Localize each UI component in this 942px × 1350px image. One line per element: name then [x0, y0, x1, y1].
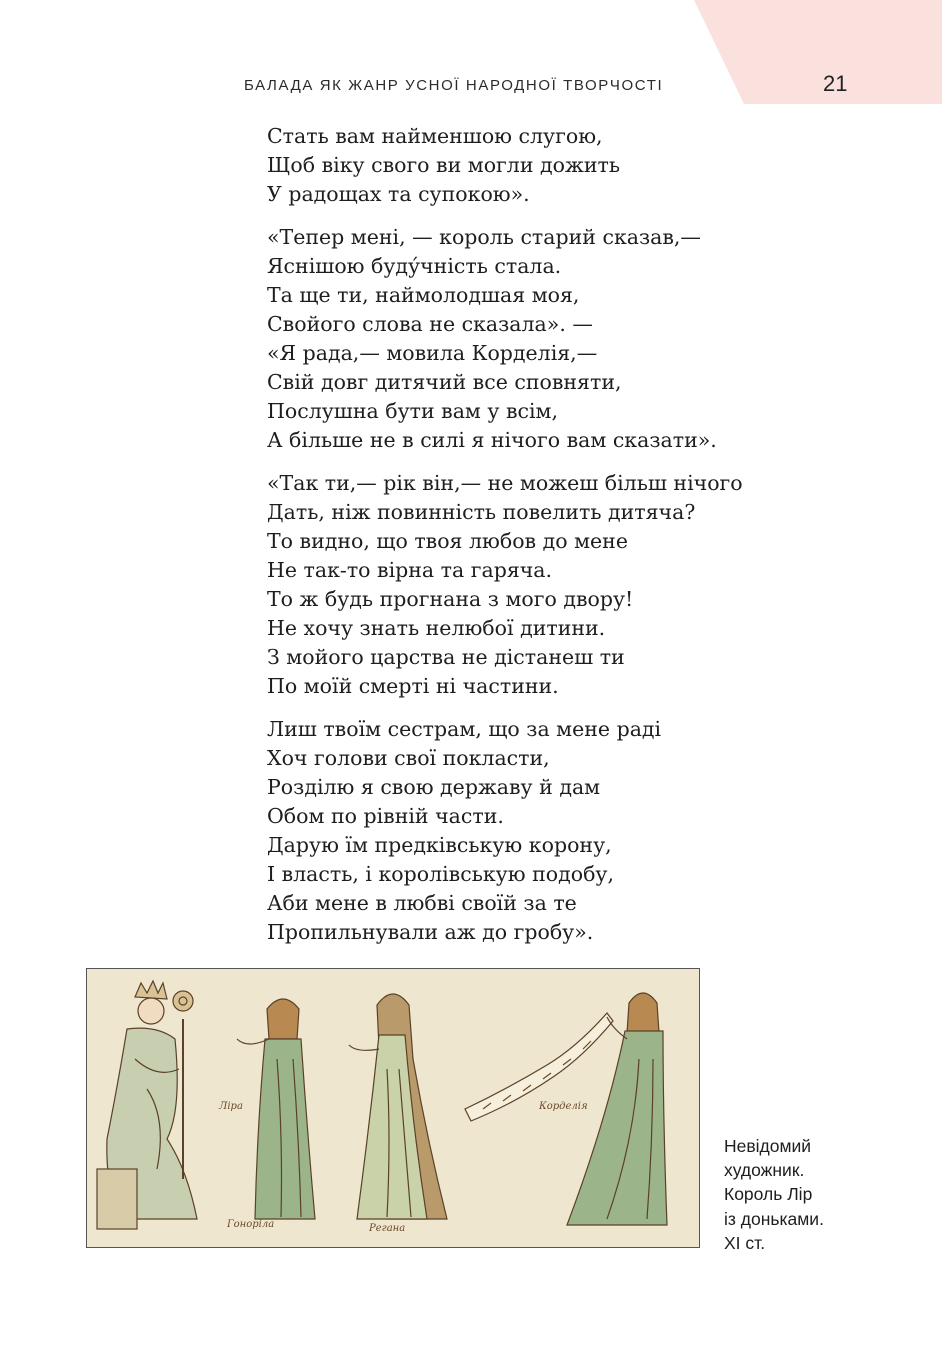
poem: [267, 122, 907, 961]
poem-line: Хоч голови свої покласти,: [267, 746, 550, 770]
label-regan: Регана: [369, 1223, 406, 1234]
poem-line: «Я рада,— мовила Корделія,—: [267, 341, 598, 365]
poem-line: Лиш твоїм сестрам, що за мене раді: [267, 717, 662, 741]
caption-line: художник.: [724, 1160, 805, 1181]
poem-line: З мойого царства не дістанеш ти: [267, 645, 625, 669]
poem-line: То видно, що твоя любов до мене: [267, 529, 628, 553]
illustration-caption: [724, 1134, 934, 1255]
poem-line: Послушна бути вам у всім,: [267, 399, 559, 423]
poem-line: «Так ти,— рік він,— не можеш більш нічого: [267, 471, 743, 495]
caption-line: Невідомий: [724, 1136, 812, 1156]
poem-line: Яснішою буду́чність стала.: [267, 254, 562, 278]
poem-line: Та ще ти, наймолодшая моя,: [267, 283, 580, 307]
poem-line: Аби мене в любві своїй за те: [267, 891, 577, 915]
poem-line: Не хочу знать нелюбої дитини.: [267, 616, 606, 640]
illustration-drawing: [87, 969, 699, 1247]
poem-line: У радощах та супокою».: [267, 182, 530, 206]
caption-line: Король Лір: [724, 1184, 813, 1205]
poem-line: Стать вам найменшою слугою,: [267, 124, 603, 148]
caption-line: із доньками.: [724, 1208, 824, 1229]
page-number: 21: [823, 71, 848, 96]
running-title: БАЛАДА ЯК ЖАНР УСНОЇ НАРОДНОЇ ТВОРЧОСТІ: [244, 77, 664, 94]
poem-line: Не так-то вірна та гаряча.: [267, 558, 553, 582]
label-goneril: Гоноріла: [227, 1219, 275, 1230]
stanza-4: [267, 715, 907, 947]
poem-line: Щоб віку свого ви могли дожить: [267, 153, 620, 177]
poem-line: Розділю я свою державу й дам: [267, 775, 601, 799]
poem-line: І власть, і королівськую подобу,: [267, 862, 614, 886]
label-cordelia: Корделія: [539, 1101, 588, 1112]
poem-line: «Тепер мені, — король старий сказав,—: [267, 225, 701, 249]
caption-line: XI ст.: [724, 1232, 766, 1253]
manuscript-illustration: [86, 968, 700, 1248]
poem-line: Свій довг дитячий все сповняти,: [267, 370, 622, 394]
stanza-1: [267, 122, 907, 209]
poem-line: Обом по рівній части.: [267, 804, 504, 828]
poem-line: Свойого слова не сказала». —: [267, 312, 593, 336]
stanza-3: [267, 469, 907, 701]
poem-line: То ж будь прогнана з мого двору!: [267, 587, 634, 611]
poem-line: Дать, ніж повинність повелить дитяча?: [267, 500, 696, 524]
poem-line: По моїй смерті ні частини.: [267, 674, 559, 698]
poem-line: Дарую їм предківськую корону,: [267, 833, 612, 857]
stanza-2: [267, 223, 907, 455]
label-lear: Ліра: [219, 1101, 243, 1112]
poem-line: Пропильнували аж до гробу».: [267, 920, 594, 944]
poem-line: А більше не в силі я нічого вам сказати».: [267, 428, 717, 452]
